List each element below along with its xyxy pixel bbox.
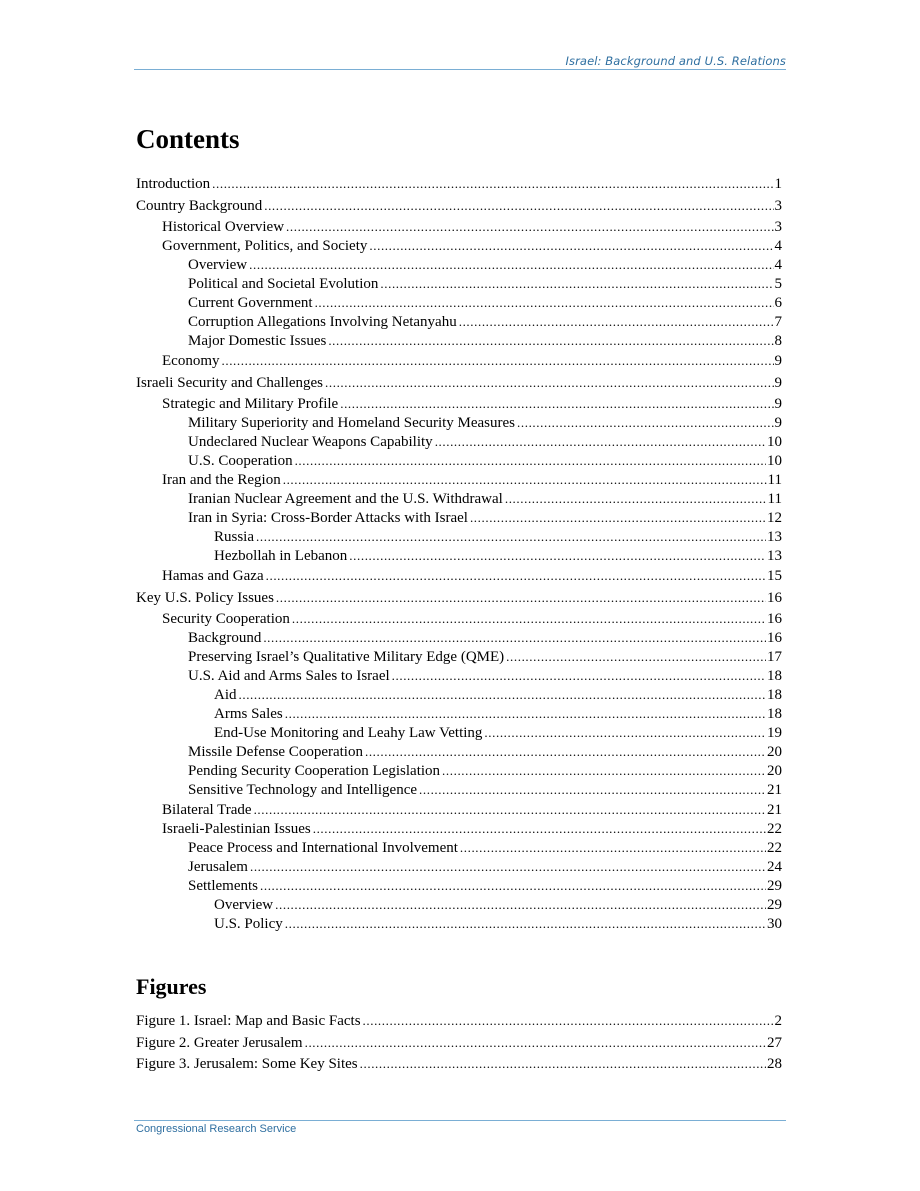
toc-entry-page: 13 [767, 548, 782, 564]
dot-leader [435, 432, 766, 451]
toc-entry-title: Figure 1. Israel: Map and Basic Facts [136, 1013, 361, 1029]
table-of-contents [136, 174, 782, 944]
dot-leader [249, 255, 773, 274]
toc-entry[interactable] [136, 373, 782, 392]
dot-leader [264, 196, 773, 215]
dot-leader [295, 451, 766, 470]
toc-entry-title: Introduction [136, 176, 211, 192]
toc-entry-page: 16 [767, 590, 782, 606]
toc-entry[interactable] [136, 647, 782, 666]
toc-entry-title: Bilateral Trade [162, 802, 252, 818]
dot-leader [315, 293, 774, 312]
toc-entry-title: Government, Politics, and Society [162, 238, 368, 254]
toc-entry-page: 10 [767, 434, 782, 450]
toc-entry[interactable] [136, 914, 782, 933]
toc-entry-title: Aid [214, 687, 237, 703]
toc-entry-page: 16 [767, 611, 782, 627]
running-header: Israel: Background and U.S. Relations [565, 54, 786, 68]
toc-entry-page: 21 [767, 782, 782, 798]
toc-entry-title: Major Domestic Issues [188, 333, 327, 349]
figures-heading: Figures [136, 974, 207, 999]
toc-entry-page: 21 [767, 802, 782, 818]
toc-entry-title: Hezbollah in Lebanon [214, 548, 348, 564]
header-rule [134, 69, 786, 70]
toc-entry[interactable] [136, 723, 782, 742]
toc-entry-page: 24 [767, 859, 782, 875]
dot-leader [285, 914, 766, 933]
toc-entry-page: 17 [767, 649, 782, 665]
toc-entry-title: Overview [214, 897, 274, 913]
toc-entry[interactable] [136, 609, 782, 628]
toc-entry-page: 11 [767, 491, 782, 507]
toc-entry-page: 3 [774, 198, 782, 214]
toc-entry-page: 13 [767, 529, 782, 545]
toc-entry[interactable] [136, 1054, 782, 1073]
toc-entry-title: Pending Security Cooperation Legislation [188, 763, 441, 779]
toc-entry[interactable] [136, 876, 782, 895]
toc-entry-title: U.S. Cooperation [188, 453, 293, 469]
dot-leader [363, 1011, 774, 1030]
toc-entry-page: 16 [767, 630, 782, 646]
dot-leader [484, 723, 766, 742]
toc-entry-page: 18 [767, 706, 782, 722]
toc-entry-page: 29 [767, 878, 782, 894]
toc-entry[interactable] [136, 588, 782, 607]
toc-entry-page: 6 [774, 295, 782, 311]
toc-entry-title: Iran and the Region [162, 472, 281, 488]
dot-leader [275, 895, 766, 914]
toc-entry-page: 9 [774, 375, 782, 391]
toc-entry-title: Economy [162, 353, 220, 369]
toc-entry-title: Israeli-Palestinian Issues [162, 821, 311, 837]
toc-entry-page: 20 [767, 763, 782, 779]
dot-leader [325, 373, 773, 392]
toc-entry-page: 1 [774, 176, 782, 192]
dot-leader [305, 1033, 766, 1052]
toc-entry[interactable] [136, 780, 782, 799]
dot-leader [505, 489, 767, 508]
dot-leader [365, 742, 766, 761]
toc-entry-page: 10 [767, 453, 782, 469]
toc-entry[interactable] [136, 255, 782, 274]
toc-entry-title: End-Use Monitoring and Leahy Law Vetting [214, 725, 483, 741]
toc-entry[interactable] [136, 489, 782, 508]
toc-entry-page: 3 [774, 219, 782, 235]
toc-entry-title: Missile Defense Cooperation [188, 744, 363, 760]
footer-text: Congressional Research Service [136, 1123, 297, 1135]
toc-entry[interactable] [136, 761, 782, 780]
toc-entry[interactable] [136, 628, 782, 647]
toc-entry-title: Country Background [136, 198, 263, 214]
dot-leader [470, 508, 766, 527]
dot-leader [283, 470, 767, 489]
toc-entry-page: 9 [774, 396, 782, 412]
toc-entry-title: Background [188, 630, 262, 646]
toc-entry[interactable] [136, 236, 782, 255]
dot-leader [392, 666, 766, 685]
toc-entry[interactable] [136, 312, 782, 331]
dot-leader [313, 819, 766, 838]
toc-entry[interactable] [136, 685, 782, 704]
toc-entry[interactable] [136, 331, 782, 350]
toc-entry[interactable] [136, 174, 782, 193]
toc-entry[interactable] [136, 546, 782, 565]
toc-entry-title: Current Government [188, 295, 313, 311]
toc-entry-title: Sensitive Technology and Intelligence [188, 782, 418, 798]
toc-entry[interactable] [136, 895, 782, 914]
toc-entry-title: Military Superiority and Homeland Security Measures [188, 415, 516, 431]
dot-leader [380, 274, 773, 293]
toc-entry-title: Undeclared Nuclear Weapons Capability [188, 434, 433, 450]
toc-entry-page: 15 [767, 568, 782, 584]
dot-leader [222, 351, 774, 370]
dot-leader [260, 876, 766, 895]
toc-entry[interactable] [136, 1011, 782, 1030]
dot-leader [276, 588, 766, 607]
dot-leader [266, 566, 766, 585]
toc-entry[interactable] [136, 704, 782, 723]
dot-leader [506, 647, 766, 666]
dot-leader [256, 527, 766, 546]
toc-entry-title: U.S. Policy [214, 916, 283, 932]
toc-entry-page: 8 [774, 333, 782, 349]
toc-entry-page: 2 [774, 1013, 782, 1029]
toc-entry[interactable] [136, 566, 782, 585]
toc-entry-title: Security Cooperation [162, 611, 290, 627]
toc-entry[interactable] [136, 394, 782, 413]
toc-entry-page: 30 [767, 916, 782, 932]
dot-leader [285, 704, 766, 723]
toc-entry-page: 18 [767, 687, 782, 703]
toc-entry-title: Political and Societal Evolution [188, 276, 379, 292]
toc-entry[interactable] [136, 351, 782, 370]
dot-leader [349, 546, 766, 565]
dot-leader [369, 236, 773, 255]
toc-entry-page: 11 [767, 472, 782, 488]
toc-entry-title: Overview [188, 257, 248, 273]
dot-leader [239, 685, 767, 704]
toc-entry-page: 29 [767, 897, 782, 913]
toc-entry[interactable] [136, 470, 782, 489]
toc-entry-title: Preserving Israel’s Qualitative Military Edge (QME) [188, 649, 505, 665]
toc-entry-page: 18 [767, 668, 782, 684]
toc-entry-title: Figure 2. Greater Jerusalem [136, 1035, 303, 1051]
toc-entry-page: 5 [774, 276, 782, 292]
footer-rule [134, 1120, 786, 1121]
toc-entry[interactable] [136, 819, 782, 838]
dot-leader [419, 780, 766, 799]
toc-entry[interactable] [136, 838, 782, 857]
dot-leader [254, 800, 766, 819]
toc-entry[interactable] [136, 527, 782, 546]
toc-entry-title: Jerusalem [188, 859, 248, 875]
toc-entry-page: 22 [767, 840, 782, 856]
dot-leader [286, 217, 773, 236]
toc-entry-page: 28 [767, 1056, 782, 1072]
toc-entry-page: 4 [774, 238, 782, 254]
dot-leader [250, 857, 766, 876]
toc-entry-title: Settlements [188, 878, 258, 894]
dot-leader [328, 331, 773, 350]
toc-entry[interactable] [136, 508, 782, 527]
toc-entry-title: Peace Process and International Involvement [188, 840, 458, 856]
toc-entry-page: 19 [767, 725, 782, 741]
toc-entry-title: Hamas and Gaza [162, 568, 264, 584]
toc-entry-title: Figure 3. Jerusalem: Some Key Sites [136, 1056, 358, 1072]
contents-heading: Contents [136, 124, 240, 154]
toc-entry[interactable] [136, 1033, 782, 1052]
toc-entry[interactable] [136, 742, 782, 761]
toc-entry-title: Arms Sales [214, 706, 283, 722]
dot-leader [340, 394, 773, 413]
toc-entry[interactable] [136, 274, 782, 293]
toc-entry[interactable] [136, 432, 782, 451]
toc-entry[interactable] [136, 800, 782, 819]
toc-entry-title: Iran in Syria: Cross-Border Attacks with Israel [188, 510, 468, 526]
toc-entry[interactable] [136, 196, 782, 215]
toc-entry[interactable] [136, 451, 782, 470]
toc-entry-title: Strategic and Military Profile [162, 396, 339, 412]
toc-entry-title: Iranian Nuclear Agreement and the U.S. Withdrawal [188, 491, 503, 507]
toc-entry-page: 12 [767, 510, 782, 526]
toc-entry-page: 9 [774, 353, 782, 369]
toc-entry-page: 22 [767, 821, 782, 837]
toc-entry-page: 9 [774, 415, 782, 431]
dot-leader [263, 628, 766, 647]
toc-entry-title: Russia [214, 529, 255, 545]
toc-entry[interactable] [136, 857, 782, 876]
toc-entry-page: 27 [767, 1035, 782, 1051]
dot-leader [459, 312, 774, 331]
toc-entry-title: Historical Overview [162, 219, 285, 235]
toc-entry-page: 4 [774, 257, 782, 273]
dot-leader [360, 1054, 766, 1073]
dot-leader [212, 174, 773, 193]
toc-entry-title: Israeli Security and Challenges [136, 375, 324, 391]
toc-entry-title: Corruption Allegations Involving Netanyahu [188, 314, 457, 330]
toc-entry[interactable] [136, 666, 782, 685]
toc-entry[interactable] [136, 293, 782, 312]
toc-entry-page: 7 [774, 314, 782, 330]
dot-leader [517, 413, 773, 432]
list-of-figures [136, 1011, 782, 1081]
dot-leader [442, 761, 766, 780]
dot-leader [292, 609, 766, 628]
dot-leader [460, 838, 766, 857]
toc-entry[interactable] [136, 217, 782, 236]
toc-entry-page: 20 [767, 744, 782, 760]
toc-entry[interactable] [136, 413, 782, 432]
toc-entry-title: U.S. Aid and Arms Sales to Israel [188, 668, 390, 684]
toc-entry-title: Key U.S. Policy Issues [136, 590, 274, 606]
